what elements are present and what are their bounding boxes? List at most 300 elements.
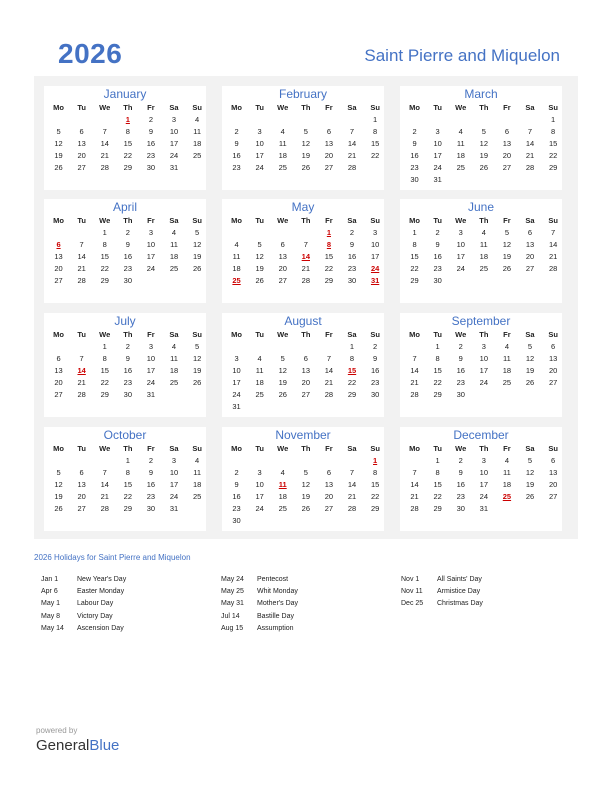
day-cell: 19	[479, 151, 488, 160]
empty-cell	[340, 455, 363, 467]
day-cell: 30	[370, 390, 380, 399]
day-cell: 28	[77, 390, 86, 399]
day-grid	[225, 215, 384, 287]
holiday-row	[221, 586, 298, 598]
month-name: October	[103, 428, 147, 442]
day-cell: 25	[278, 504, 287, 513]
day-cell: 19	[54, 151, 63, 160]
day-cell: 15	[370, 139, 380, 148]
weekday-header: Sa	[525, 444, 535, 453]
day-cell: 7	[412, 468, 417, 477]
day-cell: 19	[192, 252, 202, 261]
day-cell: 5	[527, 342, 533, 351]
day-cell: 29	[100, 390, 109, 399]
day-cell: 1	[349, 342, 355, 351]
weekday-header: Fr	[325, 216, 333, 225]
day-cell: 12	[525, 468, 535, 477]
day-grid	[47, 329, 206, 401]
day-cell: 20	[54, 264, 63, 273]
day-cell: 20	[54, 378, 63, 387]
weekday-header: Tu	[77, 103, 86, 112]
day-cell: 25	[479, 264, 488, 273]
weekday-header: Mo	[53, 216, 64, 225]
weekday-header: We	[99, 103, 111, 112]
day-cell: 1	[435, 342, 440, 351]
day-cell: 21	[347, 492, 357, 501]
day-cell: 24	[255, 163, 264, 172]
day-cell: 3	[171, 456, 177, 465]
day-cell: 20	[502, 151, 512, 160]
holiday-row	[41, 611, 126, 623]
day-cell: 9	[148, 127, 153, 136]
holiday-date: Jul 14	[221, 612, 240, 620]
holiday-name: Victory Day	[77, 612, 113, 620]
day-cell: 8	[435, 468, 440, 477]
day-cell: 24	[479, 492, 488, 501]
holiday-date: May 8	[41, 612, 61, 620]
empty-cell	[225, 114, 248, 126]
day-cell: 6	[79, 127, 84, 136]
day-cell: 12	[301, 480, 310, 489]
day-cell: 23	[232, 163, 241, 172]
weekday-header: Sa	[347, 330, 357, 339]
empty-cell	[271, 114, 294, 126]
day-cell: 11	[170, 240, 178, 249]
day-cell: 3	[435, 127, 440, 136]
day-cell: 22	[123, 492, 132, 501]
holiday-date: May 25	[221, 588, 244, 596]
day-cell: 28	[77, 276, 86, 285]
holiday-date: Nov 1	[401, 576, 420, 583]
holiday-date: Dec 25	[401, 600, 424, 608]
day-cell: 9	[234, 480, 239, 489]
day-cell: 29	[370, 504, 380, 513]
day-cell: 9	[458, 354, 463, 363]
day-cell: 10	[479, 354, 488, 363]
day-cell: 2	[458, 456, 463, 465]
holiday-row	[41, 623, 126, 635]
day-cell: 29	[324, 276, 334, 285]
day-cell: 18	[456, 151, 465, 160]
day-cell: 14	[100, 139, 109, 148]
day-cell: 7	[412, 354, 417, 363]
day-cell: 8	[412, 240, 417, 249]
holiday-day: 11	[278, 480, 287, 489]
day-cell: 4	[257, 354, 262, 363]
weekday-header: Tu	[77, 330, 86, 339]
day-cell: 30	[146, 504, 156, 513]
day-cell: 10	[169, 468, 179, 477]
day-grid	[47, 102, 206, 174]
day-cell: 27	[54, 276, 63, 285]
weekday-header: Fr	[147, 330, 155, 339]
weekday-header: Mo	[231, 444, 242, 453]
day-cell: 3	[481, 456, 486, 465]
day-cell: 11	[170, 354, 178, 363]
holiday-row	[401, 586, 483, 598]
day-cell: 22	[433, 492, 442, 501]
holiday-date: Aug 15	[221, 624, 244, 632]
holiday-date: Nov 11	[401, 588, 423, 596]
weekday-header: Th	[301, 444, 311, 453]
weekday-header: Su	[192, 103, 202, 112]
day-cell: 9	[412, 139, 417, 148]
day-cell: 14	[347, 139, 357, 148]
day-cell: 24	[146, 378, 156, 387]
day-cell: 22	[123, 151, 132, 160]
weekday-header: Su	[548, 444, 558, 453]
day-cell: 30	[232, 516, 241, 525]
day-cell: 9	[148, 468, 153, 477]
day-cell: 17	[370, 252, 380, 261]
day-cell: 17	[456, 252, 465, 261]
day-cell: 5	[504, 228, 509, 237]
day-cell: 7	[349, 468, 355, 477]
weekday-header: Mo	[409, 216, 420, 225]
day-cell: 21	[100, 492, 109, 501]
weekday-header: Fr	[147, 444, 155, 453]
day-cell: 17	[433, 151, 442, 160]
weekday-header: Tu	[255, 103, 264, 112]
brand-blue: Blue	[89, 737, 120, 754]
holiday-row	[41, 574, 126, 586]
empty-cell	[70, 455, 93, 467]
day-cell: 1	[102, 228, 107, 237]
day-cell: 17	[255, 151, 264, 160]
day-cell: 17	[169, 480, 179, 489]
day-cell: 8	[102, 354, 107, 363]
day-cell: 5	[303, 468, 308, 477]
month-december	[400, 427, 562, 531]
holiday-name: Mother's Day	[257, 600, 299, 608]
empty-cell	[225, 455, 248, 467]
day-cell: 3	[148, 342, 153, 351]
day-cell: 8	[373, 127, 378, 136]
holiday-day: 24	[370, 264, 380, 273]
holiday-date: May 14	[41, 624, 64, 632]
holiday-row	[221, 598, 298, 610]
day-cell: 15	[123, 480, 132, 489]
day-cell: 30	[456, 504, 465, 513]
holiday-day: 1	[125, 115, 130, 124]
weekday-header: Su	[370, 444, 380, 453]
day-cell: 31	[146, 390, 156, 399]
day-cell: 30	[123, 390, 132, 399]
day-cell: 27	[502, 163, 512, 172]
day-cell: 14	[77, 252, 86, 261]
day-cell: 31	[232, 402, 241, 411]
holiday-name: Pentecost	[257, 576, 289, 583]
day-cell: 7	[326, 354, 331, 363]
month-february	[222, 86, 384, 190]
weekday-header: Su	[192, 216, 202, 225]
weekday-header: We	[455, 330, 467, 339]
day-cell: 5	[56, 127, 61, 136]
day-cell: 16	[410, 151, 419, 160]
holiday-row	[221, 611, 298, 623]
day-cell: 3	[257, 468, 262, 477]
day-cell: 5	[195, 228, 200, 237]
day-cell: 13	[77, 480, 86, 489]
empty-cell	[93, 455, 116, 467]
day-cell: 18	[169, 366, 179, 375]
day-cell: 18	[502, 480, 512, 489]
day-cell: 4	[195, 456, 200, 465]
holiday-day: 31	[370, 276, 380, 285]
empty-cell	[403, 341, 426, 353]
day-cell: 12	[525, 354, 535, 363]
day-cell: 19	[525, 480, 535, 489]
empty-cell	[225, 227, 248, 239]
day-cell: 18	[192, 139, 202, 148]
weekday-header: Su	[192, 330, 202, 339]
day-cell: 1	[102, 342, 107, 351]
day-cell: 29	[123, 163, 132, 172]
weekday-header: We	[455, 444, 467, 453]
day-cell: 27	[278, 276, 287, 285]
weekday-header: Th	[123, 330, 133, 339]
day-cell: 3	[458, 228, 463, 237]
weekday-header: Fr	[325, 103, 333, 112]
day-cell: 3	[373, 228, 378, 237]
brand-logo[interactable]	[36, 737, 119, 754]
month-march	[400, 86, 562, 190]
day-cell: 31	[479, 504, 488, 513]
day-cell: 15	[433, 480, 442, 489]
day-cell: 26	[192, 378, 202, 387]
day-cell: 10	[456, 240, 465, 249]
weekday-header: Fr	[503, 216, 511, 225]
day-cell: 19	[502, 252, 512, 261]
weekday-header: Th	[479, 216, 489, 225]
day-cell: 29	[100, 276, 109, 285]
day-cell: 4	[504, 342, 509, 351]
day-cell: 13	[324, 139, 334, 148]
day-cell: 11	[232, 252, 241, 261]
day-cell: 22	[410, 264, 419, 273]
day-cell: 23	[146, 151, 156, 160]
day-cell: 15	[123, 139, 132, 148]
day-cell: 13	[548, 468, 558, 477]
empty-cell	[317, 455, 340, 467]
day-cell: 26	[255, 276, 264, 285]
empty-cell	[70, 227, 93, 239]
day-grid	[225, 329, 384, 413]
day-cell: 19	[278, 378, 287, 387]
empty-cell	[294, 114, 317, 126]
day-cell: 11	[456, 139, 465, 148]
empty-cell	[426, 114, 449, 126]
day-cell: 7	[527, 127, 533, 136]
day-cell: 14	[100, 480, 109, 489]
holiday-name: Ascension Day	[77, 624, 124, 632]
day-cell: 18	[502, 366, 512, 375]
day-cell: 16	[232, 151, 241, 160]
day-cell: 28	[410, 390, 419, 399]
weekday-header: Su	[370, 103, 380, 112]
day-cell: 7	[349, 127, 355, 136]
empty-cell	[518, 114, 541, 126]
weekday-header: Fr	[147, 103, 155, 112]
day-cell: 10	[255, 139, 264, 148]
holiday-day: 6	[56, 240, 61, 249]
day-grid	[47, 215, 206, 287]
holiday-day: 14	[301, 252, 310, 261]
day-cell: 26	[54, 163, 63, 172]
day-cell: 10	[370, 240, 380, 249]
day-cell: 26	[479, 163, 488, 172]
weekday-header: Th	[301, 103, 311, 112]
month-name: July	[114, 314, 136, 328]
empty-cell	[248, 114, 271, 126]
weekday-header: Tu	[255, 330, 264, 339]
day-cell: 28	[301, 276, 310, 285]
day-cell: 17	[146, 366, 156, 375]
empty-cell	[294, 455, 317, 467]
day-cell: 26	[502, 264, 512, 273]
day-cell: 26	[525, 378, 535, 387]
day-grid	[225, 443, 384, 527]
month-july	[44, 313, 206, 417]
day-cell: 19	[54, 492, 63, 501]
day-cell: 27	[77, 163, 86, 172]
day-cell: 31	[433, 175, 442, 184]
day-cell: 10	[255, 480, 264, 489]
day-cell: 13	[278, 252, 287, 261]
day-cell: 11	[479, 240, 488, 249]
weekday-header: Sa	[169, 330, 179, 339]
holiday-day: 1	[326, 228, 331, 237]
day-cell: 6	[303, 354, 308, 363]
day-cell: 7	[79, 354, 84, 363]
weekday-header: Mo	[231, 216, 242, 225]
weekday-header: We	[455, 216, 467, 225]
day-grid	[403, 443, 562, 515]
weekday-header: We	[99, 216, 111, 225]
day-cell: 10	[479, 468, 488, 477]
holiday-day: 14	[77, 366, 86, 375]
day-cell: 27	[301, 390, 310, 399]
empty-cell	[70, 114, 93, 126]
day-cell: 4	[171, 342, 177, 351]
weekday-header: Tu	[255, 216, 264, 225]
month-name: June	[467, 200, 495, 214]
day-cell: 12	[479, 139, 488, 148]
weekday-header: Fr	[147, 216, 155, 225]
day-cell: 8	[125, 127, 130, 136]
day-cell: 6	[79, 468, 84, 477]
day-cell: 17	[169, 139, 179, 148]
weekday-header: Su	[370, 216, 380, 225]
day-cell: 4	[280, 468, 285, 477]
day-cell: 16	[456, 366, 465, 375]
holiday-column	[221, 574, 298, 635]
day-cell: 9	[125, 354, 130, 363]
weekday-header: Su	[370, 330, 380, 339]
day-cell: 12	[54, 480, 63, 489]
holiday-date: May 24	[221, 576, 244, 583]
day-cell: 2	[349, 228, 355, 237]
day-cell: 24	[479, 378, 488, 387]
weekday-header: Fr	[325, 444, 333, 453]
empty-cell	[47, 227, 70, 239]
empty-cell	[47, 455, 70, 467]
day-cell: 21	[410, 378, 419, 387]
day-cell: 7	[303, 240, 308, 249]
month-name: December	[453, 428, 509, 442]
holiday-date: Jan 1	[41, 576, 59, 583]
holiday-date: May 1	[41, 600, 61, 608]
weekday-header: Mo	[409, 330, 420, 339]
day-cell: 21	[548, 252, 558, 261]
day-cell: 26	[301, 504, 310, 513]
day-cell: 20	[77, 151, 86, 160]
day-cell: 11	[193, 468, 201, 477]
day-cell: 29	[123, 504, 132, 513]
month-name: March	[464, 87, 498, 101]
day-cell: 4	[171, 228, 177, 237]
weekday-header: Sa	[347, 103, 357, 112]
day-cell: 16	[370, 366, 380, 375]
day-cell: 6	[527, 228, 533, 237]
day-cell: 15	[410, 252, 419, 261]
day-cell: 4	[234, 240, 239, 249]
day-cell: 29	[433, 390, 442, 399]
day-cell: 23	[456, 492, 465, 501]
day-cell: 22	[100, 264, 109, 273]
day-cell: 8	[551, 127, 556, 136]
holiday-name: Christmas Day	[437, 600, 483, 608]
weekday-header: Th	[123, 216, 133, 225]
day-cell: 27	[548, 492, 558, 501]
day-cell: 25	[502, 378, 512, 387]
day-cell: 24	[169, 492, 179, 501]
day-cell: 3	[234, 354, 239, 363]
day-cell: 31	[169, 504, 179, 513]
day-cell: 20	[548, 366, 558, 375]
holiday-day: 15	[347, 366, 357, 375]
day-cell: 6	[551, 456, 556, 465]
day-cell: 23	[410, 163, 419, 172]
day-cell: 21	[77, 378, 86, 387]
weekday-header: Fr	[503, 103, 511, 112]
day-cell: 6	[504, 127, 509, 136]
powered-by-label: powered by	[36, 726, 78, 735]
month-october	[44, 427, 206, 531]
weekday-header: Sa	[525, 103, 535, 112]
day-cell: 22	[370, 492, 380, 501]
day-cell: 1	[412, 228, 417, 237]
weekday-header: Sa	[347, 216, 357, 225]
day-cell: 25	[192, 492, 202, 501]
empty-cell	[294, 341, 317, 353]
day-cell: 28	[100, 504, 109, 513]
day-cell: 6	[551, 342, 556, 351]
year-title: 2026	[58, 38, 123, 69]
day-cell: 9	[349, 240, 355, 249]
weekday-header: We	[455, 103, 467, 112]
day-cell: 1	[551, 115, 556, 124]
day-cell: 14	[548, 240, 558, 249]
day-cell: 4	[458, 127, 463, 136]
day-cell: 5	[280, 354, 285, 363]
month-name: May	[291, 200, 315, 214]
day-grid	[47, 443, 206, 515]
weekday-header: Tu	[433, 330, 442, 339]
day-cell: 21	[100, 151, 109, 160]
holiday-row	[41, 598, 126, 610]
day-cell: 15	[100, 366, 109, 375]
